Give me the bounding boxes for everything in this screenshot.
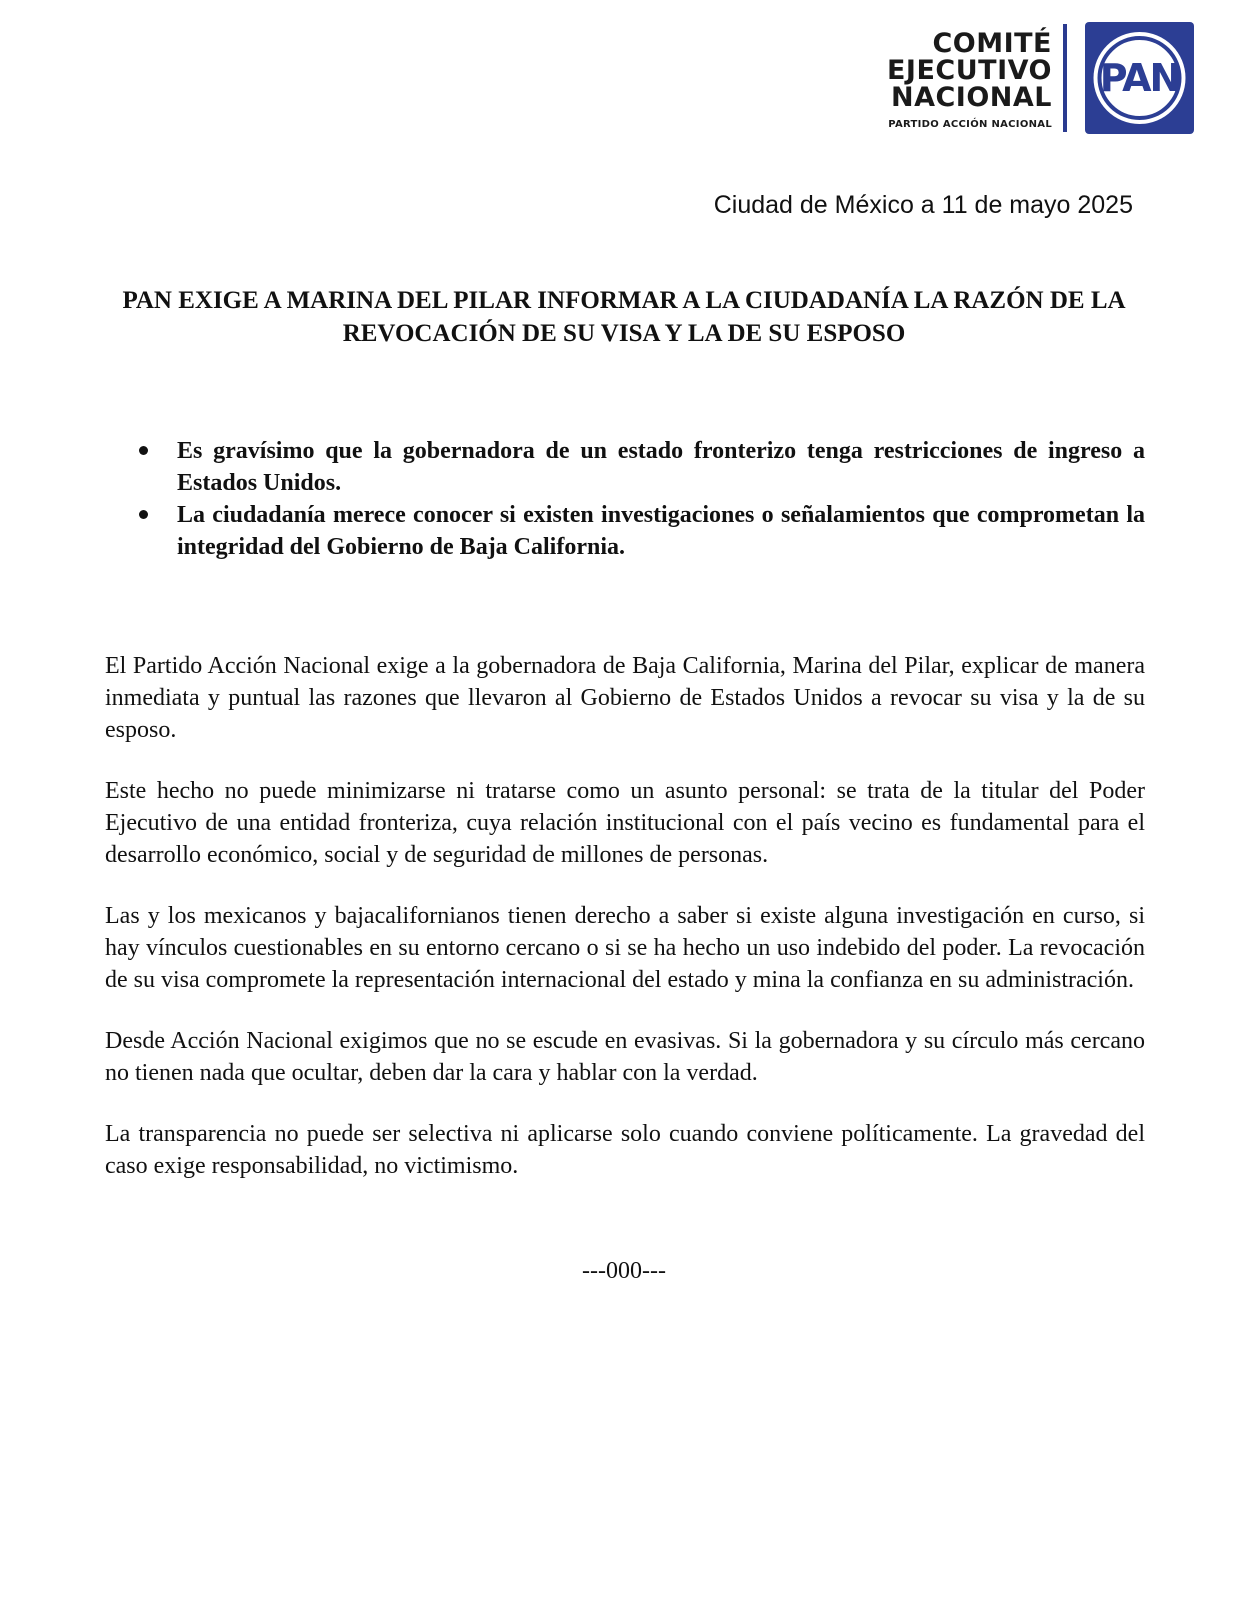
logo-divider: [1063, 24, 1067, 132]
body-text: [105, 650, 1145, 1211]
document-date: Ciudad de México a 11 de mayo 2025: [713, 191, 1133, 219]
highlight-item: [135, 499, 1145, 563]
bullet-icon: [139, 446, 148, 455]
body-paragraph: Las y los mexicanos y bajacalifornianos tienen derecho a saber si existe alguna investigación en curso, si hay vínculos cuestionables en su entorno cercano o si se ha hecho un uso indebido del poder. La revocación de su visa compromete la representación internacional del estado y mina la confianza en su administración.: [105, 903, 1145, 993]
body-paragraph: Este hecho no puede minimizarse ni tratarse como un asunto personal: se trata de la titular del Poder Ejecutivo de una entidad fronteriza, cuya relación institucional con el país vecino es fundamental para el desarrollo económico, social y de seguridad de millones de personas.: [105, 778, 1145, 868]
headline: PAN EXIGE A MARINA DEL PILAR INFORMAR A LA CIUDADANÍA LA RAZÓN DE LA REVOCACIÓN DE SU VISA Y LA DE SU ESPOSO: [122, 287, 1126, 347]
highlight-text: La ciudadanía merece conocer si existen investigaciones o señalamientos que comprometan la integridad del Gobierno de Baja California.: [177, 502, 1145, 560]
body-paragraph: El Partido Acción Nacional exige a la gobernadora de Baja California, Marina del Pilar, explicar de manera inmediata y puntual las razones que llevaron al Gobierno de Estados Unidos a revocar su visa y la de su esposo.: [105, 653, 1145, 743]
org-name-block: [872, 30, 1052, 131]
org-name-line-3: NACIONAL: [890, 82, 1052, 113]
body-paragraph: Desde Acción Nacional exigimos que no se escude en evasivas. Si la gobernadora y su círculo más cercano no tienen nada que ocultar, deben dar la cara y hablar con la verdad.: [105, 1028, 1145, 1086]
highlight-text: Es gravísimo que la gobernadora de un estado fronterizo tenga restricciones de ingreso a Estados Unidos.: [177, 438, 1145, 496]
bullet-icon: [139, 510, 148, 519]
highlights-list: [135, 435, 1145, 563]
pan-logo-icon: [1085, 22, 1194, 134]
svg-text:PAN: PAN: [1099, 56, 1180, 100]
header-logo: [872, 22, 1194, 134]
org-name-line-2: EJECUTIVO: [886, 55, 1052, 86]
body-paragraph: La transparencia no puede ser selectiva ni aplicarse solo cuando conviene políticamente. La gravedad del caso exige responsabilidad, no victimismo.: [105, 1121, 1145, 1179]
highlight-item: [135, 435, 1145, 499]
org-name-line-1: COMITÉ: [932, 28, 1052, 59]
closing-mark: ---000---: [582, 1258, 666, 1284]
org-subtitle: PARTIDO ACCIÓN NACIONAL: [888, 119, 1052, 130]
